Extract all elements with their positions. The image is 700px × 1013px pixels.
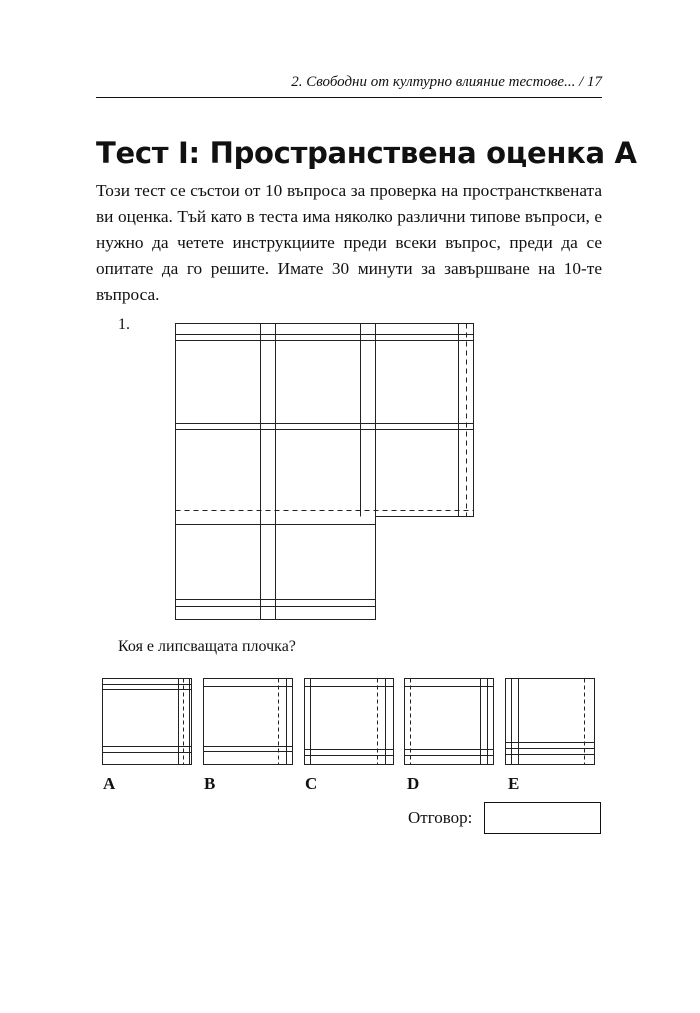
- answer-field[interactable]: [484, 802, 601, 834]
- question-prompt: Коя е липсващата плочка?: [118, 638, 296, 655]
- option-a-label[interactable]: A: [103, 774, 116, 793]
- question-number: 1.: [118, 316, 130, 333]
- option-b-tile[interactable]: [202, 677, 294, 767]
- option-a-tile[interactable]: [101, 677, 193, 767]
- header-rule: [96, 97, 602, 98]
- option-e-tile[interactable]: [504, 677, 596, 767]
- answer-label: Отговор:: [408, 808, 473, 827]
- test-title: Тест I: Пространствена оценка А: [96, 136, 637, 170]
- option-d-tile[interactable]: [403, 677, 495, 767]
- option-e-label[interactable]: E: [508, 774, 520, 793]
- option-b-label[interactable]: B: [204, 774, 216, 793]
- option-c-label[interactable]: C: [305, 774, 318, 793]
- running-head: 2. Свободни от културно влияние тестове... / 17: [291, 74, 602, 90]
- puzzle-grid: [170, 319, 480, 624]
- option-d-label[interactable]: D: [407, 774, 420, 793]
- option-c-tile[interactable]: [303, 677, 395, 767]
- grid-outline: [176, 324, 474, 620]
- intro-paragraph: Този тест се състои от 10 въпроса за проверка на пространстквената ви оценка. Тъй като в теста има няколко различни типове въпроси, е нужно да четете инструкциите преди всеки въпрос, преди да се опитате да го решите. Имате 30 минути за завършване на 10-те въпроса.: [96, 181, 602, 304]
